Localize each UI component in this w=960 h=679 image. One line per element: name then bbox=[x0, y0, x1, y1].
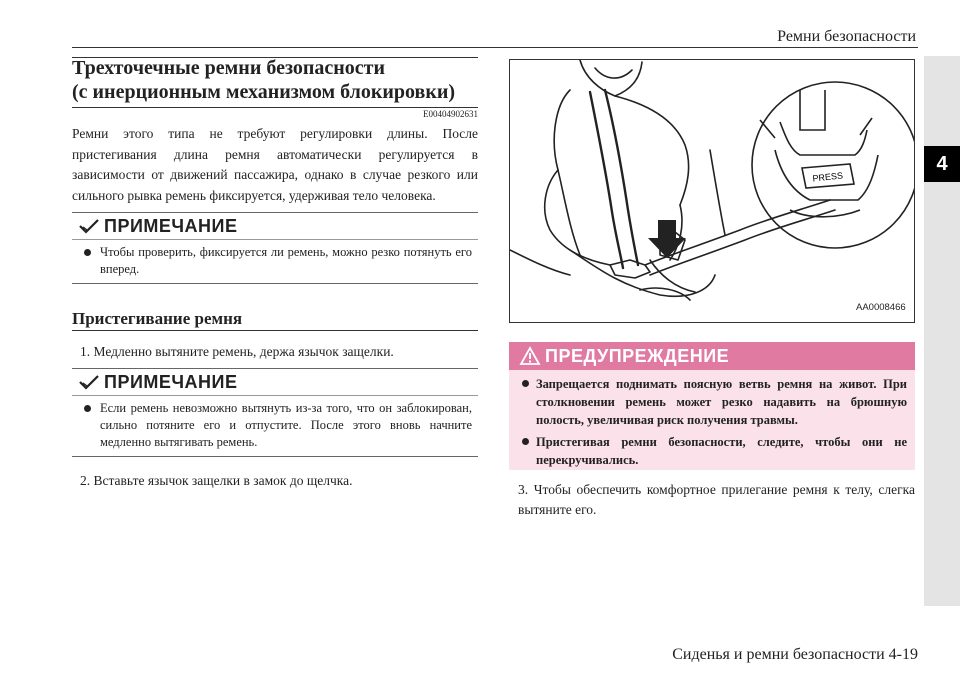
warning-label: ПРЕДУПРЕЖДЕНИЕ bbox=[545, 345, 730, 366]
warning-box bbox=[509, 342, 915, 470]
note-label-1: ПРИМЕЧАНИЕ bbox=[104, 215, 238, 236]
chapter-number: 4 bbox=[924, 146, 960, 182]
note-body-1 bbox=[72, 240, 478, 283]
title-rule-bottom bbox=[72, 107, 478, 108]
section-title-line2: (с инерционным механизмом блокировки) bbox=[72, 81, 456, 103]
step-1: 1. Медленно вытяните ремень, держа язычок защелки. bbox=[80, 344, 394, 359]
seatbelt-drawing bbox=[510, 60, 914, 322]
side-tab bbox=[924, 56, 960, 606]
step-3: 3. Чтобы обеспечить комфортное прилегание ремня к телу, слегка вытяните его. bbox=[518, 482, 915, 517]
step-2: 2. Вставьте язычок защелки в замок до щелчка. bbox=[80, 473, 353, 488]
warning-text-2: Пристегивая ремни безопасности, следите, чтобы они не перекручивались. bbox=[536, 435, 907, 467]
warning-item-1 bbox=[509, 375, 915, 429]
note-label-2: ПРИМЕЧАНИЕ bbox=[104, 371, 238, 392]
bullet-icon bbox=[522, 438, 529, 445]
note-header-1 bbox=[72, 213, 478, 240]
section-title bbox=[72, 56, 478, 104]
bullet-icon bbox=[84, 249, 91, 256]
press-label: PRESS bbox=[811, 170, 844, 184]
fastening-rule bbox=[72, 330, 478, 331]
bullet-icon bbox=[522, 380, 529, 387]
note-box-2 bbox=[72, 368, 478, 457]
fastening-title: Пристегивание ремня bbox=[72, 309, 243, 328]
warning-triangle-icon bbox=[519, 346, 541, 366]
note-body-2 bbox=[72, 396, 478, 456]
illustration-code: AA0008466 bbox=[856, 302, 906, 313]
warning-text-1: Запрещается поднимать поясную ветвь ремня на живот. При столкновении ремень может резко надавить на брюшную полость, увеличивая риск получения травмы. bbox=[536, 377, 907, 427]
note-text-2: Если ремень невозможно вытянуть из-за того, что он заблокирован, сильно потяните его и отпустите. После этого вновь начните медленно вытягивать ремень. bbox=[100, 401, 472, 449]
note-box-1 bbox=[72, 212, 478, 284]
note-text-1: Чтобы проверить, фиксируется ли ремень, можно резко потянуть его вперед. bbox=[100, 245, 472, 276]
section-title-line1: Трехточечные ремни безопасности bbox=[72, 57, 386, 79]
check-note-icon bbox=[78, 218, 100, 234]
seatbelt-illustration bbox=[509, 59, 915, 323]
warning-header bbox=[509, 342, 915, 370]
section-code: E00404902631 bbox=[423, 109, 478, 119]
warning-item-2 bbox=[509, 433, 915, 469]
note-header-2 bbox=[72, 369, 478, 396]
section-paragraph: Ремни этого типа не требуют регулировки длины. После пристегивания длина ремня автоматически регулируется в зависимости от движений пассажира, однако в случае резкого или сильного рывка ремень фиксируется, удерживая тело человека. bbox=[72, 126, 478, 203]
header-rule bbox=[72, 47, 918, 48]
check-note-icon bbox=[78, 374, 100, 390]
bullet-icon bbox=[84, 405, 91, 412]
header-title: Ремни безопасности bbox=[777, 28, 916, 45]
page-footer: Сиденья и ремни безопасности 4-19 bbox=[672, 646, 918, 663]
